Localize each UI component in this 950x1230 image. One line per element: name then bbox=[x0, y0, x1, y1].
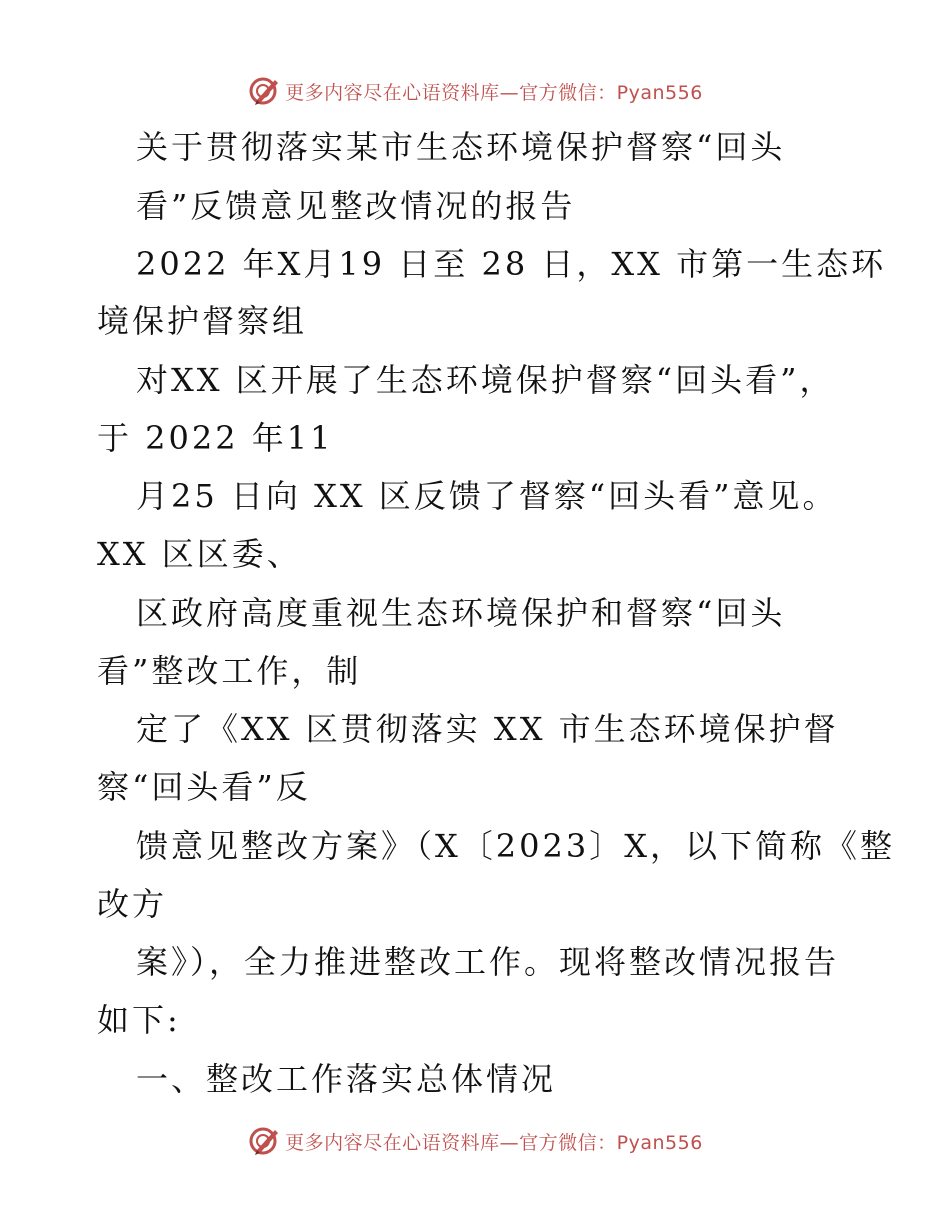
body-text-line: 改方 bbox=[97, 885, 168, 923]
body-text-line: 看”整改工作，制 bbox=[97, 652, 362, 690]
body-text-line: 2022 年X月19 日至 28 日，XX 市第一生态环 bbox=[136, 245, 887, 283]
watermark-footer bbox=[0, 1121, 950, 1161]
document-title-line-2: 看”反馈意见整改情况的报告 bbox=[136, 187, 576, 225]
watermark-text: 更多内容尽在心语资料库—官方微信：Pyan556 bbox=[285, 1131, 703, 1154]
section-heading: 一、整改工作落实总体情况 bbox=[136, 1060, 557, 1098]
body-text-line: 察“回头看”反 bbox=[97, 768, 311, 806]
body-text-line: 区政府高度重视生态环境保护和督察“回头 bbox=[136, 594, 786, 632]
body-text-line: 对XX 区开展了生态环境保护督察“回头看”， bbox=[136, 361, 835, 399]
body-text-line: 案》），全力推进整改工作。现将整改情况报告 bbox=[136, 943, 840, 981]
body-text-line: 如下: bbox=[97, 1001, 181, 1039]
body-text-line: 月25 日向 XX 区反馈了督察“回头看”意见。 bbox=[136, 477, 838, 515]
body-text-line: XX 区区委、 bbox=[97, 535, 302, 573]
document-title-line-1: 关于贯彻落实某市生态环境保护督察“回头 bbox=[136, 128, 786, 166]
pen-logo-icon bbox=[247, 1124, 281, 1158]
body-text-line: 境保护督察组 bbox=[97, 302, 308, 340]
body-text-line: 定了《XX 区贯彻落实 XX 市生态环境保护督 bbox=[136, 710, 839, 748]
body-text-line: 于 2022 年11 bbox=[97, 419, 334, 457]
body-text-line: 馈意见整改方案》（X〔2023〕X，以下简称《整 bbox=[136, 827, 896, 865]
watermark-text: 更多内容尽在心语资料库—官方微信：Pyan556 bbox=[285, 81, 703, 104]
